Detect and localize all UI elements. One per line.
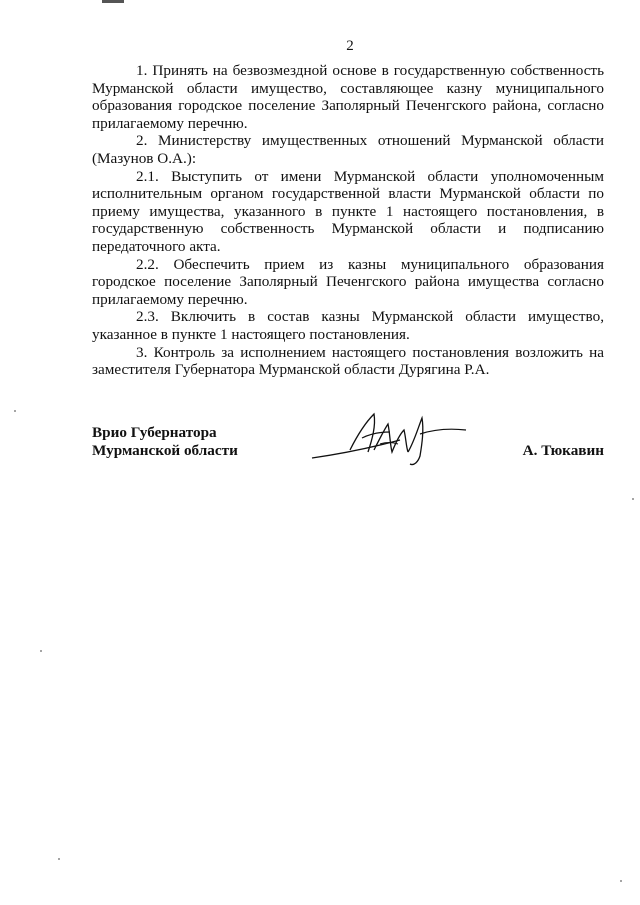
- page-number: 2: [346, 38, 354, 54]
- paragraph-2: 2. Министерству имущественных отношений Мурманской области (Мазунов О.А.):: [92, 132, 604, 167]
- signer-position: [92, 424, 238, 460]
- paragraph-3: 3. Контроль за исполнением настоящего постановления возложить на заместителя Губернатора Мурманской области Дурягина Р.А.: [92, 343, 604, 379]
- scan-speck: [40, 650, 42, 652]
- paragraph-2-2: 2.2. Обеспечить прием из казны муниципального образования городское поселение Заполярный Печенгского района имущества согласно прилагаемому перечню.: [92, 255, 604, 308]
- scan-speck: [14, 410, 16, 412]
- handwritten-signature: [310, 404, 480, 474]
- signer-name: А. Тюкавин: [522, 442, 604, 459]
- scan-speck: [620, 880, 622, 882]
- signer-position-line2: Мурманской области: [92, 442, 238, 459]
- scan-speck: [58, 858, 60, 860]
- paragraph-2-1: 2.1. Выступить от имени Мурманской области уполномоченным исполнительным органом государственной власти Мурманской области по приему имущества, указанного в пункте 1 настоящего постановления, в государственную собственность Мурманской области и подписанию передаточного акта.: [92, 167, 604, 255]
- paragraph-2-3: 2.3. Включить в состав казны Мурманской области имущество, указанное в пункте 1 настоящего постановления.: [92, 308, 604, 343]
- document-body: [92, 62, 604, 379]
- scan-speck: [632, 498, 634, 500]
- signer-position-line1: Врио Губернатора: [92, 424, 217, 441]
- paragraph-1: 1. Принять на безвозмездной основе в государственную собственность Мурманской области имущество, составляющее казну муниципального образования городское поселение Заполярный Печенгского района, согласно прилагаемому перечню.: [92, 62, 604, 132]
- scan-artifact: [102, 0, 124, 3]
